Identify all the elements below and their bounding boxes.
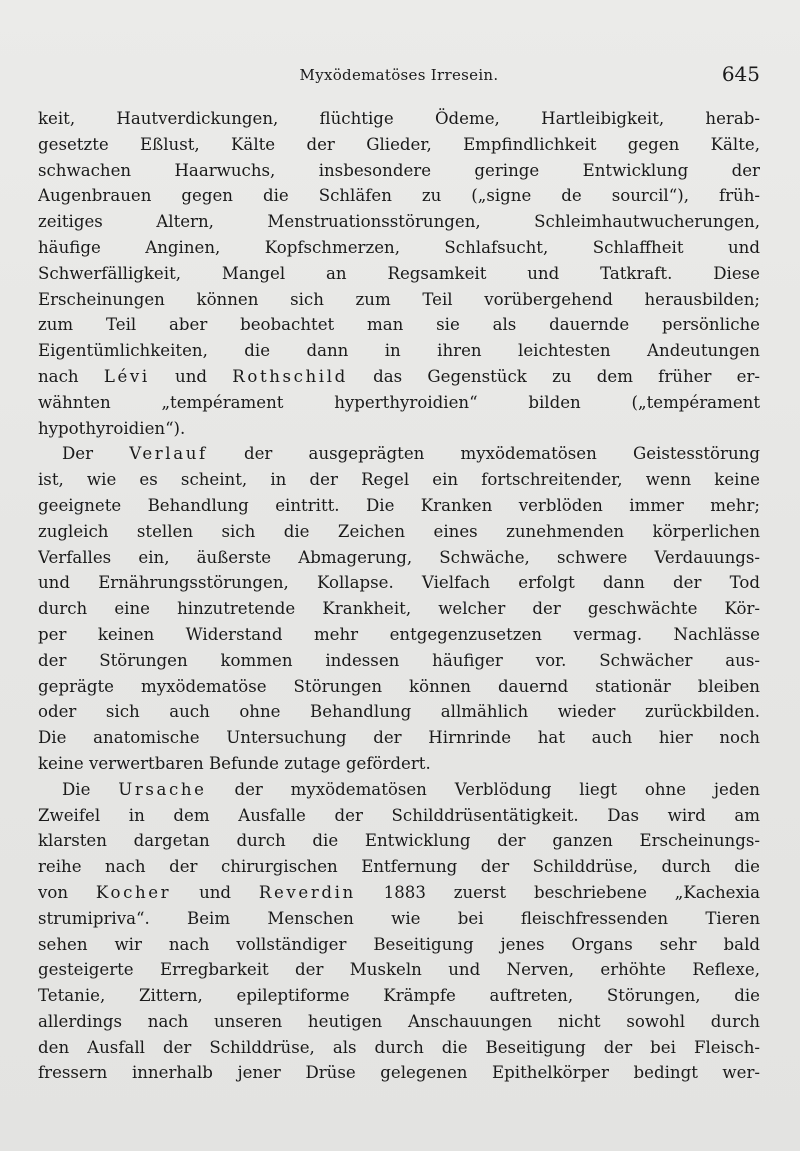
text-line (38, 158, 760, 184)
text-segment: strumipriva“. Beim Menschen wie bei fleischfressenden Tieren (38, 908, 760, 928)
text-line (38, 725, 760, 751)
text-line (38, 880, 760, 906)
text-segment: Zweifel in dem Ausfalle der Schilddrüsentätigkeit. Das wird am (38, 805, 760, 825)
spaced-name: Rothschild (232, 366, 348, 386)
text-segment: der ausgeprägten myxödematösen Geistesstörung (207, 444, 760, 464)
text-segment: Augenbrauen gegen die Schläfen zu („signe de sourcil“), früh- (38, 186, 760, 206)
text-line (38, 1060, 760, 1086)
text-line (38, 261, 760, 287)
page-number: 645 (721, 62, 760, 86)
text-line (38, 1009, 760, 1035)
text-segment: geeignete Behandlung eintritt. Die Kranken verblöden immer mehr; (38, 495, 760, 515)
text-line (38, 235, 760, 261)
text-line (38, 183, 760, 209)
text-line (38, 441, 760, 467)
text-segment: von (38, 882, 96, 902)
text-line (38, 957, 760, 983)
text-line (38, 906, 760, 932)
text-segment: Verfalles ein, äußerste Abmagerung, Schwäche, schwere Verdauungs- (38, 547, 760, 567)
spaced-name: Verlauf (129, 444, 208, 464)
text-segment: keine verwertbaren Befunde zutage gefördert. (38, 753, 431, 773)
text-segment: hypothyroidien“). (38, 418, 186, 438)
text-segment: den Ausfall der Schilddrüse, als durch die Beseitigung der bei Fleisch- (38, 1037, 760, 1057)
text-line (38, 287, 760, 313)
text-line (38, 416, 760, 442)
text-line (38, 467, 760, 493)
text-segment: fressern innerhalb jener Drüse gelegenen Epithelkörper bedingt wer- (38, 1063, 760, 1083)
text-line (38, 854, 760, 880)
text-line (38, 390, 760, 416)
text-line (38, 674, 760, 700)
text-segment: nach (38, 366, 104, 386)
text-line (38, 596, 760, 622)
text-segment: Die (62, 779, 119, 799)
text-segment: zeitiges Altern, Menstruationsstörungen, Schleimhautwucherungen, (38, 212, 760, 232)
spaced-name: Ursache (118, 779, 207, 799)
text-segment: Die anatomische Untersuchung der Hirnrinde hat auch hier noch (38, 728, 760, 748)
text-segment: Der (62, 444, 130, 464)
text-segment: und (171, 882, 259, 902)
text-line (38, 828, 760, 854)
text-segment: und (149, 366, 233, 386)
text-line (38, 545, 760, 571)
text-segment: sehen wir nach vollständiger Beseitigung jenes Organs sehr bald (38, 934, 760, 954)
text-line (38, 803, 760, 829)
page-header (38, 62, 760, 92)
text-line (38, 209, 760, 235)
text-line (38, 751, 760, 777)
text-line (38, 699, 760, 725)
running-title: Myxödematöses Irresein. (299, 66, 499, 84)
text-segment: klarsten dargetan durch die Entwicklung der ganzen Erscheinungs- (38, 831, 760, 851)
text-line (38, 338, 760, 364)
text-segment: allerdings nach unseren heutigen Anschauungen nicht sowohl durch (38, 1011, 760, 1031)
text-segment: oder sich auch ohne Behandlung allmählich wieder zurückbilden. (38, 702, 760, 722)
text-line (38, 570, 760, 596)
text-line (38, 493, 760, 519)
text-segment: zum Teil aber beobachtet man sie als dauernde persönliche (38, 315, 760, 335)
text-line (38, 1035, 760, 1061)
text-segment: Eigentümlichkeiten, die dann in ihren leichtesten Andeutungen (38, 341, 760, 361)
text-segment: der Störungen kommen indessen häufiger vor. Schwächer aus- (38, 650, 760, 670)
text-line (38, 519, 760, 545)
text-segment: 1883 zuerst beschriebene „Kachexia (355, 882, 760, 902)
text-line (38, 932, 760, 958)
text-segment: schwachen Haarwuchs, insbesondere geringe Entwicklung der (38, 160, 760, 180)
text-line (38, 106, 760, 132)
text-segment: ist, wie es scheint, in der Regel ein fortschreitender, wenn keine (38, 470, 760, 490)
text-segment: wähnten „tempérament hyperthyroidien“ bilden („tempérament (38, 392, 760, 412)
text-segment: häufige Anginen, Kopfschmerzen, Schlafsucht, Schlaffheit und (38, 237, 760, 257)
text-line (38, 312, 760, 338)
text-line (38, 622, 760, 648)
text-segment: das Gegenstück zu dem früher er- (347, 366, 760, 386)
spaced-name: Kocher (95, 882, 172, 902)
text-line (38, 648, 760, 674)
text-segment: Tetanie, Zittern, epileptiforme Krämpfe auftreten, Störungen, die (38, 986, 760, 1006)
body-text (38, 106, 760, 1086)
text-segment: reihe nach der chirurgischen Entfernung der Schilddrüse, durch die (38, 857, 760, 877)
text-segment: der myxödematösen Verblödung liegt ohne jeden (206, 779, 760, 799)
text-segment: keit, Hautverdickungen, flüchtige Ödeme, Hartleibigkeit, herab- (38, 109, 760, 128)
text-line (38, 983, 760, 1009)
text-segment: Schwerfälligkeit, Mangel an Regsamkeit und Tatkraft. Diese (38, 263, 760, 283)
text-segment: Erscheinungen können sich zum Teil vorübergehend herausbilden; (38, 289, 760, 309)
text-segment: durch eine hinzutretende Krankheit, welcher der geschwächte Kör- (38, 599, 760, 619)
spaced-name: Lévi (103, 366, 150, 386)
text-line (38, 777, 760, 803)
spaced-name: Reverdin (258, 882, 356, 902)
text-segment: geprägte myxödematöse Störungen können dauernd stationär bleiben (38, 676, 760, 696)
text-segment: per keinen Widerstand mehr entgegenzusetzen vermag. Nachlässe (38, 624, 760, 644)
text-segment: und Ernährungsstörungen, Kollapse. Vielfach erfolgt dann der Tod (38, 573, 760, 593)
text-segment: gesteigerte Erregbarkeit der Muskeln und Nerven, erhöhte Reflexe, (38, 960, 760, 980)
text-line (38, 364, 760, 390)
text-segment: zugleich stellen sich die Zeichen eines zunehmenden körperlichen (38, 521, 760, 541)
text-segment: gesetzte Eßlust, Kälte der Glieder, Empfindlichkeit gegen Kälte, (38, 134, 760, 154)
text-line (38, 132, 760, 158)
